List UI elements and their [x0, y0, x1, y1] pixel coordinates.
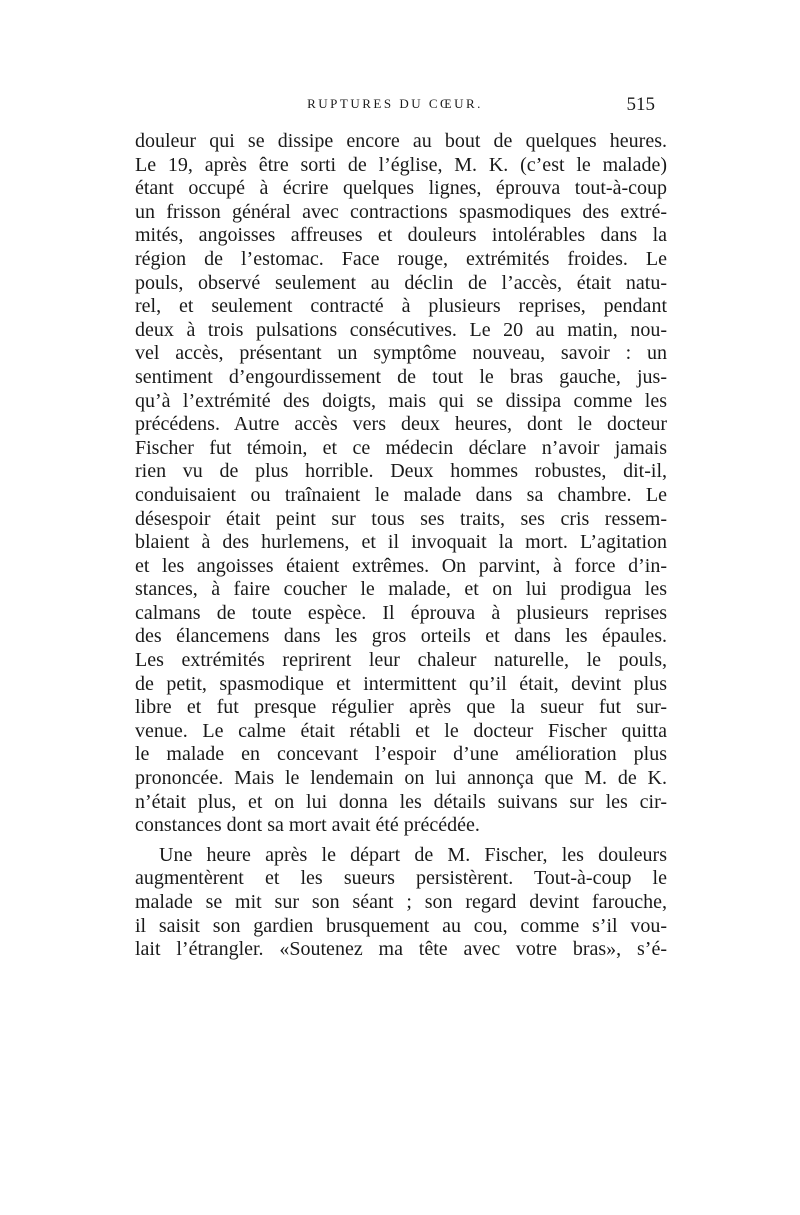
- text-line: calmans de toute espèce. Il éprouva à plusieurs reprises: [135, 601, 667, 624]
- text-line: prononcée. Mais le lendemain on lui annonça que M. de K.: [135, 767, 667, 790]
- text-line: région de l’estomac. Face rouge, extrémités froides. Le: [135, 247, 667, 270]
- running-head: [135, 96, 655, 124]
- text-line: conduisaient ou traînaient le malade dans sa chambre. Le: [135, 483, 667, 506]
- text-line: augmentèrent et les sueurs persistèrent. Tout-à-coup le: [135, 867, 667, 890]
- text-line: malade se mit sur son séant ; son regard devint farouche,: [135, 891, 667, 913]
- page-number: 515: [626, 94, 655, 115]
- text-line: Fischer fut témoin, et ce médecin déclare n’avoir jamais: [135, 436, 667, 459]
- text-line: n’était plus, et on lui donna les détails suivans sur les cir-: [135, 790, 667, 813]
- text-line: étant occupé à écrire quelques lignes, éprouva tout-à-coup: [135, 177, 667, 200]
- text-line: deux à trois pulsations consécutives. Le 20 au matin, nou-: [135, 318, 667, 341]
- text-line: un frisson général avec contractions spasmodiques des extré-: [135, 200, 667, 223]
- text-line: lait l’étrangler. «Soutenez ma tête avec votre bras», s’é-: [135, 938, 667, 961]
- text-line: et les angoisses étaient extrêmes. On parvint, à force d’in-: [135, 554, 667, 577]
- text-line: des élancemens dans les gros orteils et dans les épaules.: [135, 625, 667, 648]
- paragraph: [135, 844, 667, 962]
- text-line: Une heure après le départ de M. Fischer, les douleurs: [159, 843, 667, 866]
- running-title: RUPTURES DU CŒUR.: [307, 96, 483, 111]
- text-line: le malade en concevant l’espoir d’une amélioration plus: [135, 743, 667, 766]
- paragraph: [135, 130, 667, 838]
- text-line: qu’à l’extrémité des doigts, mais qui se dissipa comme les: [135, 389, 667, 412]
- text-line: désespoir était peint sur tous ses traits, ses cris ressem-: [135, 507, 667, 530]
- text-line: constances dont sa mort avait été précédée.: [135, 814, 480, 837]
- body-text: [135, 130, 667, 962]
- text-line: il saisit son gardien brusquement au cou, comme s’il vou-: [135, 914, 667, 937]
- text-line: Le 19, après être sorti de l’église, M. K. (c’est le malade): [135, 153, 667, 176]
- text-line: rien vu de plus horrible. Deux hommes robustes, dit-il,: [135, 460, 667, 483]
- text-line: vel accès, présentant un symptôme nouveau, savoir : un: [135, 342, 667, 365]
- text-line: sentiment d’engourdissement de tout le bras gauche, jus-: [135, 365, 667, 388]
- text-line: de petit, spasmodique et intermittent qu’il était, devint plus: [135, 672, 667, 695]
- text-line: mités, angoisses affreuses et douleurs intolérables dans la: [135, 224, 667, 247]
- text-line: blaient à des hurlemens, et il invoquait la mort. L’agitation: [135, 531, 667, 554]
- text-line: stances, à faire coucher le malade, et on lui prodigua les: [135, 578, 667, 601]
- text-line: pouls, observé seulement au déclin de l’accès, était natu-: [135, 271, 667, 294]
- text-line: précédens. Autre accès vers deux heures, dont le docteur: [135, 413, 667, 436]
- text-line: Les extrémités reprirent leur chaleur naturelle, le pouls,: [135, 649, 667, 672]
- text-line: rel, et seulement contracté à plusieurs reprises, pendant: [135, 295, 667, 318]
- text-line: douleur qui se dissipe encore au bout de quelques heures.: [135, 130, 667, 152]
- text-line: venue. Le calme était rétabli et le docteur Fischer quitta: [135, 719, 667, 742]
- text-line: libre et fut presque régulier après que la sueur fut sur-: [135, 696, 667, 719]
